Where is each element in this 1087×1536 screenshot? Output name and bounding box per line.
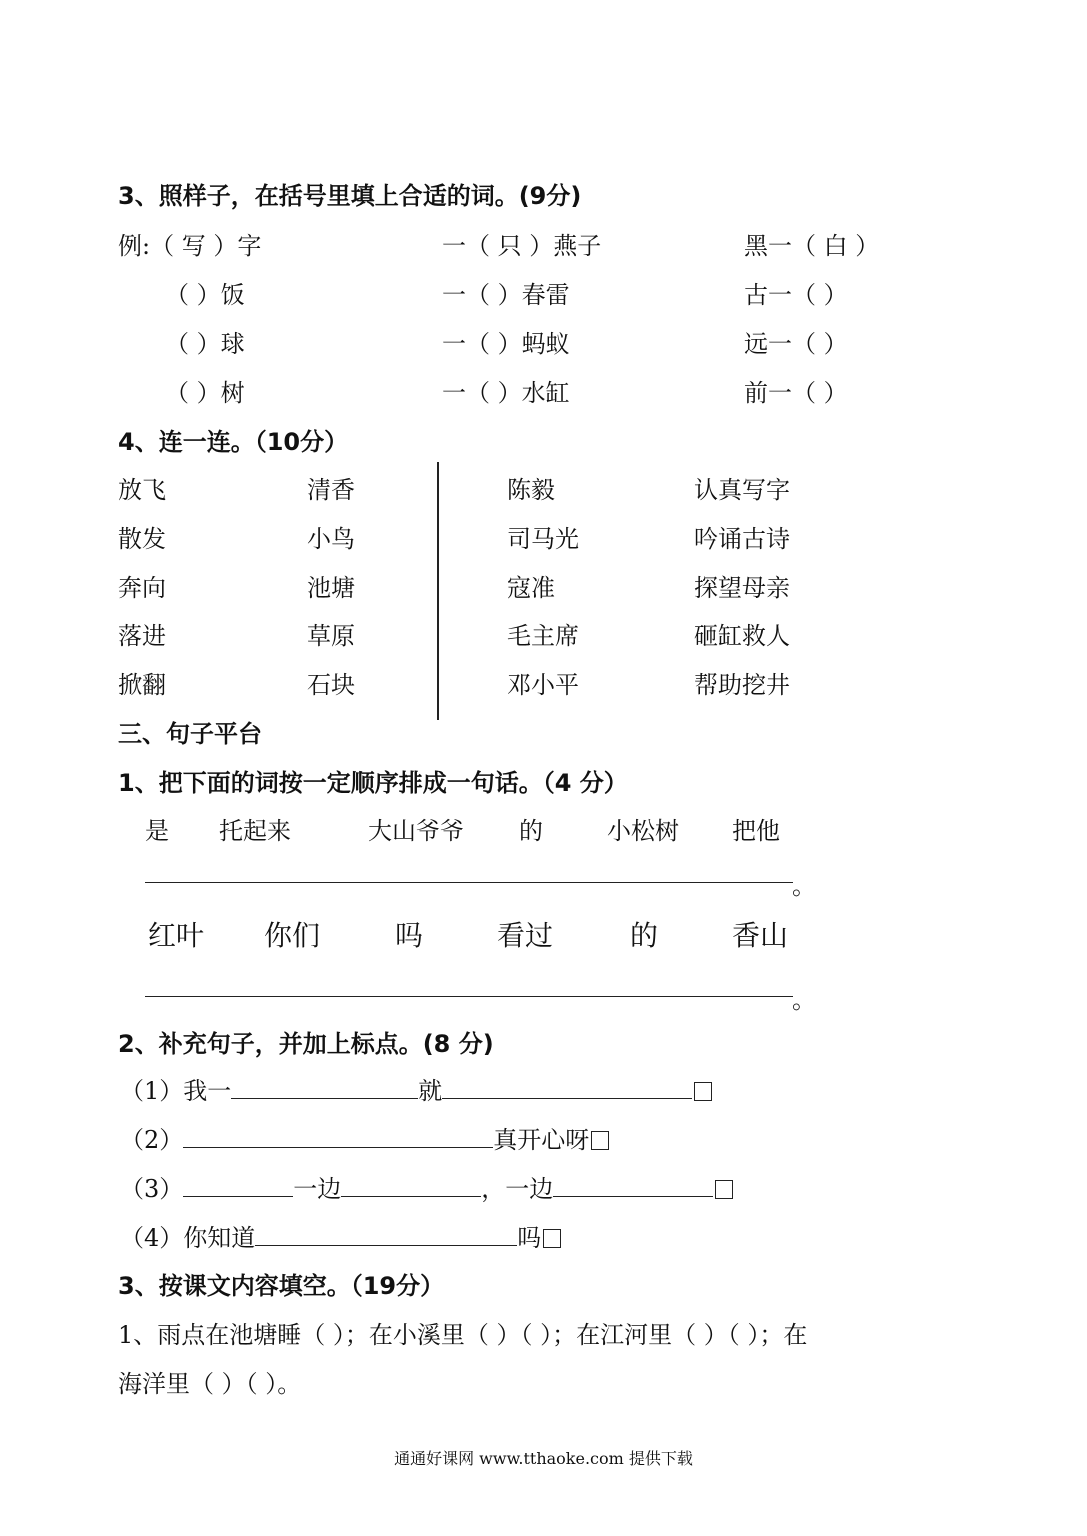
q3-fill-heading: 3、照样子，在括号里填上合适的词。(9分) xyxy=(118,182,582,210)
punctuation-box[interactable] xyxy=(543,1229,561,1248)
order-word: 托起来 xyxy=(219,817,291,845)
sentence-4-mid: 吗 xyxy=(517,1224,542,1252)
sentence-2-prefix: （2） xyxy=(120,1126,184,1154)
match-item[interactable]: 陈毅 xyxy=(507,476,555,504)
end-period: 。 xyxy=(792,872,816,900)
punctuation-box[interactable] xyxy=(591,1131,609,1150)
blank-line[interactable] xyxy=(442,1080,692,1099)
sentence-1-prefix: （1）我一 xyxy=(120,1077,232,1105)
order-word: 大山爷爷 xyxy=(368,817,464,845)
fill-blank[interactable]: 一（ ）蚂蚁 xyxy=(442,330,570,358)
order-word: 香山 xyxy=(732,919,789,952)
match-item[interactable]: 砸缸救人 xyxy=(694,622,790,650)
sentence-3 xyxy=(120,1169,733,1204)
order-word: 吗 xyxy=(395,919,424,952)
match-item[interactable]: 认真写字 xyxy=(694,476,790,504)
blank-line[interactable] xyxy=(183,1178,293,1197)
sentence-3-mid2: ，一边 xyxy=(481,1175,554,1203)
match-item[interactable]: 池塘 xyxy=(307,574,355,602)
q3-text-line-1: 1、雨点在池塘睡（ ）；在小溪里（ ）（ ）；在江河里（ ）（ ）；在 xyxy=(118,1321,808,1349)
match-item[interactable]: 草原 xyxy=(307,622,355,650)
fill-blank[interactable]: 前一（ ） xyxy=(744,379,848,407)
match-item[interactable]: 小鸟 xyxy=(307,525,355,553)
match-item[interactable]: 落进 xyxy=(118,622,166,650)
blank-line[interactable] xyxy=(341,1178,481,1197)
fill-blank[interactable]: 远一（ ） xyxy=(744,330,848,358)
punctuation-box[interactable] xyxy=(694,1082,712,1101)
fill-example-2: 一（ 只 ）燕子 xyxy=(442,232,602,260)
q4-match-heading: 4、连一连。（10分） xyxy=(118,428,349,456)
match-item[interactable]: 探望母亲 xyxy=(694,574,790,602)
fill-blank[interactable]: （ ）球 xyxy=(165,330,245,358)
blank-line[interactable] xyxy=(553,1178,713,1197)
match-item[interactable]: 寇准 xyxy=(507,574,555,602)
q1-order-heading: 1、把下面的词按一定顺序排成一句话。（4 分） xyxy=(118,769,628,797)
punctuation-box[interactable] xyxy=(715,1180,733,1199)
blank-line[interactable] xyxy=(183,1129,493,1148)
footer-text: 通通好课网 www.tthaoke.com 提供下载 xyxy=(394,1449,693,1468)
sentence-3-mid1: 一边 xyxy=(293,1175,342,1203)
fill-blank[interactable]: 一（ ）水缸 xyxy=(442,379,570,407)
q3-text-line-2: 海洋里（ ）（ ）。 xyxy=(118,1370,302,1398)
match-item[interactable]: 石块 xyxy=(307,671,355,699)
order-word: 把他 xyxy=(732,817,780,845)
order-word: 看过 xyxy=(497,919,554,952)
fill-blank[interactable]: （ ）树 xyxy=(165,379,245,407)
fill-example-1: 例:（ 写 ）字 xyxy=(118,232,262,260)
match-item[interactable]: 邓小平 xyxy=(507,671,579,699)
end-period: 。 xyxy=(792,986,816,1014)
sentence-4-prefix: （4）你知道 xyxy=(120,1224,256,1252)
match-item[interactable]: 司马光 xyxy=(507,525,579,553)
answer-line[interactable] xyxy=(145,882,793,883)
sentence-2-mid: 真开心呀 xyxy=(493,1126,590,1154)
section-3-heading: 三、句子平台 xyxy=(118,720,262,748)
match-item[interactable]: 帮助挖井 xyxy=(694,671,790,699)
blank-line[interactable] xyxy=(255,1227,517,1246)
match-item[interactable]: 放飞 xyxy=(118,476,166,504)
match-item[interactable]: 毛主席 xyxy=(507,622,579,650)
q2-complete-heading: 2、补充句子，并加上标点。(8 分) xyxy=(118,1030,494,1058)
blank-line[interactable] xyxy=(231,1080,418,1099)
fill-blank[interactable]: 一（ ）春雷 xyxy=(442,281,570,309)
fill-blank[interactable]: （ ）饭 xyxy=(165,281,245,309)
answer-line[interactable] xyxy=(145,996,793,997)
match-item[interactable]: 奔向 xyxy=(118,574,166,602)
order-word: 红叶 xyxy=(148,919,205,952)
sentence-2 xyxy=(120,1120,609,1155)
match-item[interactable]: 清香 xyxy=(307,476,355,504)
match-divider xyxy=(437,462,439,720)
fill-example-3: 黑一（ 白 ） xyxy=(744,232,880,260)
fill-blank[interactable]: 古一（ ） xyxy=(744,281,848,309)
order-word: 是 xyxy=(145,817,169,845)
sentence-3-prefix: （3） xyxy=(120,1175,184,1203)
order-word: 的 xyxy=(630,919,659,952)
q3-text-heading: 3、按课文内容填空。（19分） xyxy=(118,1272,445,1300)
sentence-1-mid: 就 xyxy=(418,1077,443,1105)
match-item[interactable]: 吟诵古诗 xyxy=(694,525,790,553)
sentence-1 xyxy=(120,1071,712,1106)
order-word: 的 xyxy=(519,817,543,845)
order-word: 你们 xyxy=(264,919,321,952)
order-word: 小松树 xyxy=(607,817,679,845)
sentence-4 xyxy=(120,1218,561,1253)
match-item[interactable]: 散发 xyxy=(118,525,166,553)
match-item[interactable]: 掀翻 xyxy=(118,671,166,699)
